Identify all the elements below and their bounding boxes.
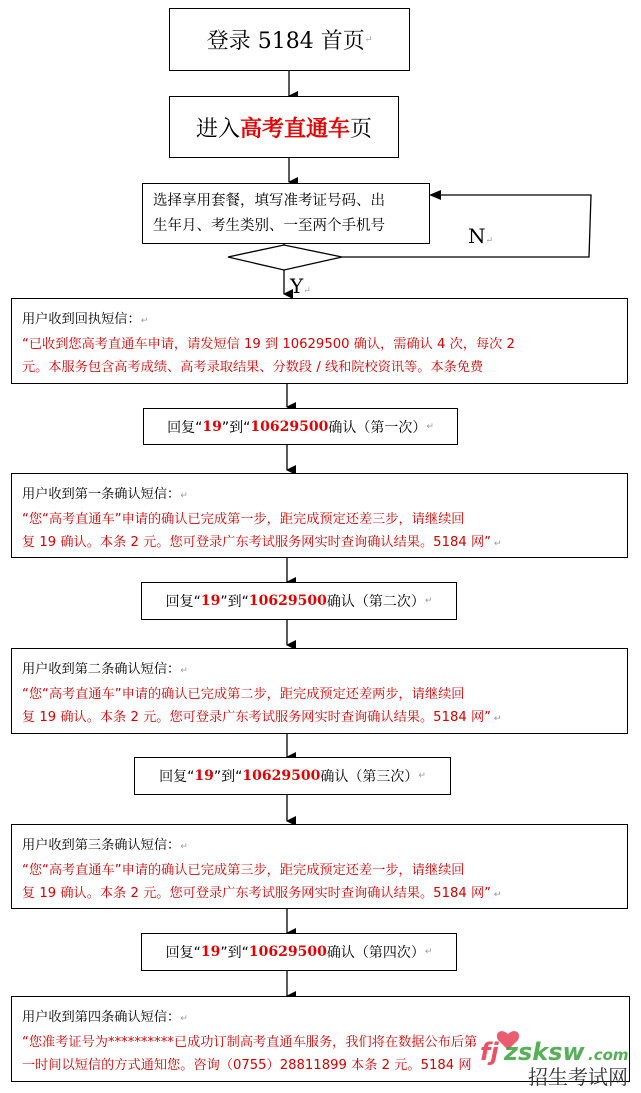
reply-post: 确认（第二次） bbox=[326, 594, 425, 610]
reply-mid: ”到“ bbox=[220, 945, 249, 961]
step-enter-prefix: 进入 bbox=[195, 116, 240, 142]
decision-diamond bbox=[228, 245, 342, 270]
reply-code: 19 bbox=[202, 418, 222, 435]
paragraph-mark: ↵ bbox=[364, 34, 373, 45]
confirmation-line1: “您准考证号为**********已成功订制高考直通车服务，我们将在数据公布后第 bbox=[22, 1035, 478, 1050]
confirmation-line2: 复 19 确认。本条 2 元。您可登录广东考试服务网实时查询确认结果。5184 网” ↵ bbox=[22, 535, 502, 550]
confirmation-header: 用户收到第四条确认短信：↵ bbox=[22, 1010, 188, 1025]
reply-pre: 回复“ bbox=[165, 945, 201, 961]
reply-mid: ”到“ bbox=[221, 419, 251, 436]
step-enter-highlight: 高考直通车 bbox=[239, 115, 350, 142]
reply-post: 确认（第一次） bbox=[328, 419, 427, 436]
reply-post: 确认（第三次） bbox=[320, 769, 419, 785]
decision-yes-label: Y↵ bbox=[290, 274, 311, 298]
reply-pre: 回复“ bbox=[159, 769, 195, 785]
reply-pre: 回复“ bbox=[167, 419, 203, 436]
step-enter-page-box bbox=[169, 96, 399, 158]
step-select-line2: 生年月、考生类别、一至两个手机号 bbox=[153, 218, 385, 234]
receipt-line1: “已收到您高考直通车申请，请发短信 19 到 10629500 确认，需确认 4 次，每次 2 bbox=[22, 337, 515, 352]
reply-number: 10629500 bbox=[248, 944, 327, 960]
receipt-message-box bbox=[11, 298, 628, 384]
decision-no-label: N↵ bbox=[468, 224, 494, 248]
confirmation-header: 用户收到第二条确认短信：↵ bbox=[22, 662, 188, 677]
step-select-package-box bbox=[142, 183, 430, 244]
receipt-line2: 元。本服务包含高考成绩、高考录取结果、分数段 / 线和院校资讯等。本条免费 bbox=[22, 360, 484, 375]
confirmation-line1: “您“高考直通车”申请的确认已完成第三步，距完成预定还差一步，请继续回 bbox=[22, 863, 465, 878]
confirmation-line2: 复 19 确认。本条 2 元。您可登录广东考试服务网实时查询确认结果。5184 网” ↵ bbox=[22, 886, 502, 901]
reply-code: 19 bbox=[200, 593, 221, 609]
reply-mid: ”到“ bbox=[213, 769, 243, 785]
step-login-text: 登录 5184 首页 bbox=[206, 29, 365, 54]
confirmation-box-2 bbox=[11, 648, 628, 734]
reply-number: 10629500 bbox=[248, 593, 327, 609]
step-login-box bbox=[169, 8, 410, 71]
receipt-header: 用户收到回执短信：↵ bbox=[22, 312, 149, 327]
reply-number: 10629500 bbox=[250, 418, 329, 435]
reply-pre: 回复“ bbox=[165, 594, 201, 610]
confirmation-box-3 bbox=[11, 824, 628, 909]
reply-code: 19 bbox=[194, 768, 214, 784]
loop-no-arrowhead bbox=[429, 190, 441, 200]
watermark-logo bbox=[478, 1028, 636, 1088]
reply-box-4: 回复“ 19 ”到“ 10629500 确认（第四次） ↵ bbox=[141, 933, 457, 971]
svg-text:.com: .com bbox=[588, 1046, 629, 1064]
reply-mid: ”到“ bbox=[220, 594, 249, 610]
reply-box-3: 回复“ 19 ”到“ 10629500 确认（第三次） ↵ bbox=[134, 757, 451, 795]
step-select-line1: 选择享用套餐，填写准考证号码、出 bbox=[153, 193, 385, 209]
reply-post: 确认（第四次） bbox=[326, 945, 425, 961]
confirmation-header: 用户收到第一条确认短信：↵ bbox=[22, 487, 188, 502]
reply-number: 10629500 bbox=[242, 768, 321, 784]
svg-text:招生考试网: 招生考试网 bbox=[528, 1065, 628, 1088]
confirmation-line1: “您“高考直通车”申请的确认已完成第一步，距完成预定还差三步，请继续回 bbox=[22, 512, 465, 527]
reply-code: 19 bbox=[200, 944, 221, 960]
reply-box-1: 回复“ 19 ”到“ 10629500 确认（第一次） ↵ bbox=[143, 408, 458, 445]
confirmation-line1: “您“高考直通车”申请的确认已完成第二步，距完成预定还差两步，请继续回 bbox=[22, 687, 465, 702]
svg-text:zsksw: zsksw bbox=[504, 1038, 585, 1066]
reply-box-2: 回复“ 19 ”到“ 10629500 确认（第二次） ↵ bbox=[141, 582, 457, 620]
confirmation-line2: 复 19 确认。本条 2 元。您可登录广东考试服务网实时查询确认结果。5184 网” ↵ bbox=[22, 710, 502, 725]
confirmation-line2: 一时间以短信的方式通知您。咨询（0755）28811899 本条 2 元。5184 网 bbox=[22, 1058, 472, 1073]
svg-text:fj: fj bbox=[480, 1038, 499, 1066]
confirmation-box-1 bbox=[11, 473, 628, 558]
confirmation-header: 用户收到第三条确认短信：↵ bbox=[22, 838, 188, 853]
step-enter-suffix: 页 bbox=[350, 116, 373, 142]
